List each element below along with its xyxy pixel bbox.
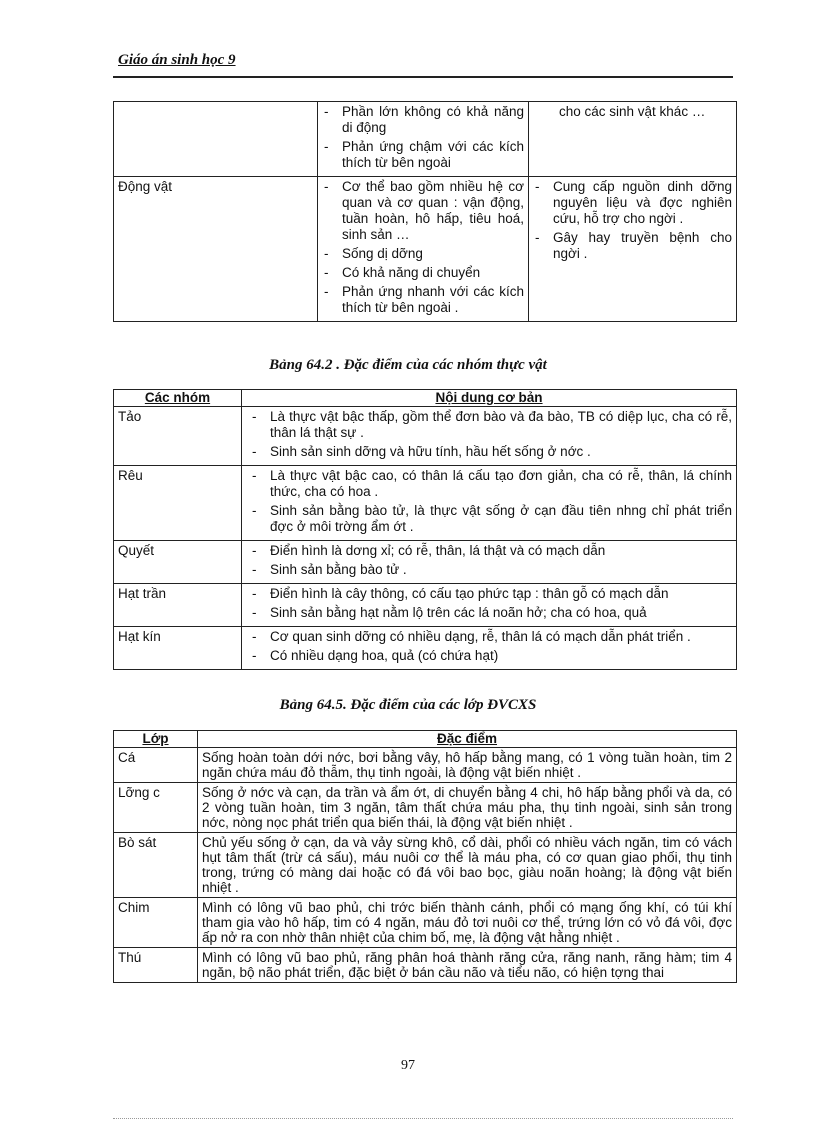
- header-divider: [113, 76, 733, 78]
- class-description-cell: Sống hoàn toàn dới nớc, bơi bằng vây, hô hấp bằng mang, có 1 vòng tuần hoàn, tim 2 ngăn chứa máu đỏ thẫm, thụ tinh ngoài, là động vật biến nhiệt .: [198, 748, 737, 783]
- list-item: - Cơ thể bao gồm nhiều hệ cơ quan và cơ quan : vận động, tuần hoàn, hô hấp, tiêu hoá, sinh sản …: [322, 179, 524, 243]
- list-item: - Là thực vật bậc cao, có thân lá cấu tạo đơn giản, cha có rễ, thân, lá chính thức, cha có hoa .: [250, 468, 732, 500]
- table-row: [114, 466, 737, 541]
- features-list: [322, 179, 524, 316]
- table-caption-vertebrate-classes: Bảng 64.5. Đặc điểm của các lớp ĐVCXS: [279, 697, 537, 713]
- class-name-cell: Bò sát: [114, 833, 198, 898]
- table-row: [114, 948, 737, 983]
- class-description-cell: Sống ở nớc và cạn, da trần và ẩm ớt, di chuyển bằng 4 chi, hô hấp bằng phổi và da, có 2 vòng tuần hoàn, tim 3 ngăn, tâm thất chứa máu pha, thụ tinh ngoài, sinh sản trong nớc, nòng nọc phát triển qua biến thái, là động vật biến nhiệt .: [198, 783, 737, 833]
- roles-cell: [529, 177, 737, 322]
- content-list: [250, 586, 732, 621]
- class-description-cell: Chủ yếu sống ở cạn, da và vảy sừng khô, cổ dài, phổi có nhiều vách ngăn, tim có vách hụt tâm thất (trừ cá sấu), máu nuôi cơ thể là máu pha, có cơ quan giao phối, thụ tinh trong, trứng có màng dai hoặc có đá vôi bao bọc, giàu noãn hoàng; là động vật biến nhiệt .: [198, 833, 737, 898]
- group-cell: [114, 102, 318, 177]
- list-item: - Phần lớn không có khả năng di động: [322, 104, 524, 136]
- table-row: [114, 584, 737, 627]
- list-item: - Sinh sản sinh dỡng và hữu tính, hầu hết sống ở nớc .: [250, 444, 732, 460]
- table-row: [114, 627, 737, 670]
- table-row: [114, 177, 737, 322]
- class-name-cell: Cá: [114, 748, 198, 783]
- group-cell: Hạt trần: [114, 584, 242, 627]
- list-item: - Phản ứng chậm với các kích thích từ bên ngoài: [322, 139, 524, 171]
- roles-cell: [529, 102, 737, 177]
- content-cell: [242, 407, 737, 466]
- list-item: - Phản ứng nhanh với các kích thích từ bên ngoài .: [322, 284, 524, 316]
- list-item: - Sống dị dỡng: [322, 246, 524, 262]
- plant-groups-table: [113, 389, 737, 670]
- group-cell: Động vật: [114, 177, 318, 322]
- page-number: 97: [401, 1058, 415, 1073]
- content-cell: [242, 466, 737, 541]
- list-item: - Có khả năng di chuyển: [322, 265, 524, 281]
- group-cell: Rêu: [114, 466, 242, 541]
- content-cell: [242, 541, 737, 584]
- list-item: - Cung cấp nguồn dinh dỡng nguyên liệu và đợc nghiên cứu, hỗ trợ cho ngời .: [533, 179, 732, 227]
- list-item: - Sinh sản bằng bào tử, là thực vật sống ở cạn đầu tiên nhng chỉ phát triển đợc ở môi trờng ẩm ớt .: [250, 503, 732, 535]
- column-header-features: Đặc điểm: [198, 731, 737, 748]
- content-list: [250, 468, 732, 535]
- table-row: [114, 102, 737, 177]
- document-header-title: Giáo án sinh học 9: [118, 52, 236, 68]
- footer-divider: [113, 1118, 733, 1119]
- table-row: [114, 898, 737, 948]
- list-item: - Sinh sản bằng bào tử .: [250, 562, 732, 578]
- table-row: [114, 541, 737, 584]
- features-list: [322, 104, 524, 171]
- list-item: - Có nhiều dạng hoa, quả (có chứa hạt): [250, 648, 732, 664]
- class-name-cell: Chim: [114, 898, 198, 948]
- organism-table-continued: [113, 101, 737, 322]
- table-row: [114, 407, 737, 466]
- table-caption-plant-groups: Bảng 64.2 . Đặc điểm của các nhóm thực vật: [269, 357, 547, 373]
- list-item: - Điển hình là dơng xỉ; có rễ, thân, lá thật và có mạch dẫn: [250, 543, 732, 559]
- column-header-content: Nội dung cơ bản: [242, 390, 737, 407]
- table-header-row: [114, 731, 737, 748]
- class-description-cell: Mình có lông vũ bao phủ, răng phân hoá thành răng cửa, răng nanh, răng hàm; tim 4 ngăn, bộ não phát triển, đặc biệt ở bán cầu não và tiểu não, có hiện tợng thai: [198, 948, 737, 983]
- class-description-cell: Mình có lông vũ bao phủ, chi trớc biến thành cánh, phổi có mạng ống khí, có túi khí tham gia vào hô hấp, tim có 4 ngăn, máu đỏ tơi nuôi cơ thể, trứng lớn có vỏ đá vôi, đợc ấp nở ra con nhờ thân nhiệt của chim bố, mẹ, là động vật hằng nhiệt .: [198, 898, 737, 948]
- column-header-groups: Các nhóm: [114, 390, 242, 407]
- class-name-cell: Lỡng c: [114, 783, 198, 833]
- table-row: [114, 833, 737, 898]
- content-list: [250, 409, 732, 460]
- column-header-class: Lớp: [114, 731, 198, 748]
- roles-list: [533, 179, 732, 262]
- content-cell: [242, 584, 737, 627]
- content-cell: [242, 627, 737, 670]
- group-cell: Quyết: [114, 541, 242, 584]
- list-item: - Điển hình là cây thông, có cấu tạo phức tạp : thân gỗ có mạch dẫn: [250, 586, 732, 602]
- list-item: - Là thực vật bậc thấp, gồm thể đơn bào và đa bào, TB có diệp lục, cha có rễ, thân lá thật sự .: [250, 409, 732, 441]
- list-item: - Gây hay truyền bệnh cho ngời .: [533, 230, 732, 262]
- roles-text: cho các sinh vật khác …: [559, 104, 706, 119]
- table-header-row: [114, 390, 737, 407]
- features-cell: [318, 177, 529, 322]
- table-row: [114, 748, 737, 783]
- features-cell: [318, 102, 529, 177]
- content-list: [250, 629, 732, 664]
- group-cell: Tảo: [114, 407, 242, 466]
- list-item: - Sinh sản bằng hạt nằm lộ trên các lá noãn hở; cha có hoa, quả: [250, 605, 732, 621]
- list-item: - Cơ quan sinh dỡng có nhiều dạng, rễ, thân lá có mạch dẫn phát triển .: [250, 629, 732, 645]
- content-list: [250, 543, 732, 578]
- class-name-cell: Thú: [114, 948, 198, 983]
- table-row: [114, 783, 737, 833]
- group-cell: Hạt kín: [114, 627, 242, 670]
- vertebrate-classes-table: [113, 730, 737, 983]
